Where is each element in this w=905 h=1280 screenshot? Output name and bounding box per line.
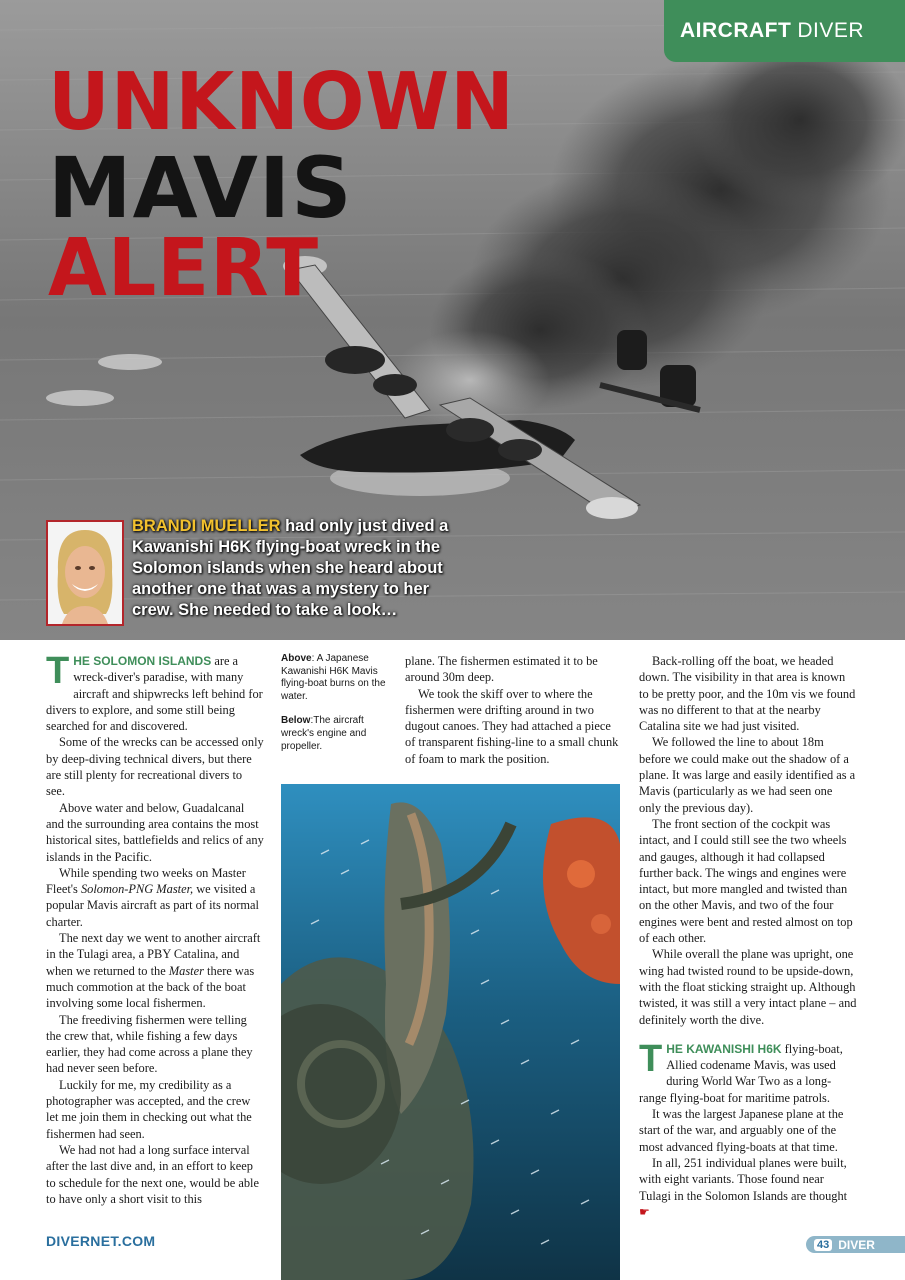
caption-below	[281, 715, 393, 753]
headline-line-3: ALERT	[48, 220, 320, 315]
body-column-1	[46, 650, 264, 1207]
lead-in: HE KAWANISHI H6K	[666, 1041, 782, 1056]
paragraph	[46, 650, 264, 734]
page-number: 43	[814, 1239, 832, 1251]
drop-cap: T	[639, 1037, 663, 1080]
paragraph: It was the largest Japanese plane at the start of the war, and arguably one of the most advanced flying-boats at that time.	[639, 1107, 844, 1154]
paragraph	[639, 1037, 857, 1106]
paragraph: plane. The fishermen estimated it to be around 30m deep.	[405, 654, 598, 685]
paragraph-text: While spending two weeks on Master Fleet's	[46, 865, 246, 897]
engine-propeller-image	[281, 784, 620, 1280]
paragraph	[639, 1155, 857, 1220]
paragraph: We followed the line to about 18m before we could make out the shadow of a plane. It was large and easily identified as a Mavis (particularly as we had seen one only the previous day).	[639, 735, 856, 815]
footer-website[interactable]: DIVERNET.COM	[46, 1233, 156, 1249]
headline-line-1: UNKNOWN	[48, 54, 515, 149]
body-column-3	[405, 653, 623, 767]
paragraph: The front section of the cockpit was intact, and I could still see the two wheels and gauges, although it had collapsed further back. The wings and engines were intact, but more mangled and twisted than on the other Mavis, and two of the four engines were bent and rested almost on top of each other.	[639, 816, 853, 946]
paragraph: Back-rolling off the boat, we headed down. The visibility in that area is known to be pretty poor, and the 10m vis we found was no different to that at the nearby Catalina site we had just visited.	[639, 654, 856, 734]
standfirst	[132, 516, 462, 621]
paragraph: Luckily for me, my credibility as a photographer was accepted, and the crew let me join them in checking out what the fishermen had seen.	[46, 1077, 252, 1141]
paragraph: We took the skiff over to where the fishermen were drifting around in two dugout canoes. They had attached a piece of transparent fishing-line to a small chunk of foam to mark the position.	[405, 686, 619, 766]
author-name: BRANDI MUELLER	[132, 517, 281, 535]
paragraph: We had not had a long surface interval after the last dive and, in an effort to keep to schedule for the next one, would be able to have only a short visit to this	[46, 1142, 259, 1206]
paragraph-text: there was much commotion at the back of the boat involving some local fishermen.	[46, 963, 255, 1011]
paragraph: Above water and below, Guadalcanal and the surrounding area contains the most historical sites, battlefields and relics of any islands in the Pacific.	[46, 800, 264, 864]
paragraph-text: flying-boat, Allied codename Mavis, was used during World War Two as a long-range flying-boat for maritime patrols.	[639, 1041, 843, 1105]
standfirst-text: had only just dived a Kawanishi H6K flying-boat wreck in the Solomon islands when she heard about another one that was a mystery to her crew. She needed to take a look…	[132, 517, 449, 619]
paragraph-text: we visited a popular Mavis aircraft as part of its normal charter.	[46, 882, 259, 929]
caption-label: Below	[281, 715, 311, 727]
paragraph: The freediving fishermen were telling the crew that, while fishing a few days earlier, they had come across a plane they had never seen before.	[46, 1012, 253, 1076]
vessel-name: Solomon-PNG Master,	[80, 882, 194, 897]
magazine-name: DIVER	[838, 1237, 875, 1252]
paragraph	[46, 930, 264, 1011]
author-portrait-image	[48, 522, 122, 624]
photo-captions	[281, 653, 393, 753]
caption-text: :The aircraft wreck's engine and propeller.	[281, 715, 367, 752]
paragraph-text: The next day we went to another aircraft in the Tulagi area, a PBY Catalina, and when we returned to the	[46, 931, 261, 978]
drop-cap: T	[46, 650, 70, 692]
body-column-4	[639, 653, 857, 1220]
paragraph-text: are a wreck-diver's paradise, with many aircraft and shipwrecks left behind for divers to explore, and some still being searched for and discovered.	[46, 654, 263, 734]
paragraph: While overall the plane was upright, one wing had twisted round to be upside-down, with the float sticking straight up. Although twisted, it was still a very intact plane – and definitely worth the dive.	[639, 947, 857, 1027]
caption-text: : A Japanese Kawanishi H6K Mavis flying-boat burns on the water.	[281, 653, 386, 702]
section-tab-light: DIVER	[797, 19, 865, 42]
section-tab-bold: AIRCRAFT	[680, 19, 792, 42]
caption-label: Above	[281, 653, 312, 664]
paragraph: Some of the wrecks can be accessed only by deep-diving technical divers, but there are still plenty for recreational divers to see.	[46, 735, 264, 799]
continued-pointer-icon: ☛	[639, 1204, 650, 1219]
vessel-name: Master	[168, 963, 204, 978]
paragraph	[46, 865, 264, 930]
headline-line-2: MAVIS	[48, 139, 353, 237]
paragraph-text: In all, 251 individual planes were built, with eight variants. Those found near Tulagi in the Solomon Islands are thought	[639, 1155, 848, 1203]
caption-above	[281, 653, 393, 703]
underwater-wreck-photo	[281, 784, 620, 1280]
section-tab	[664, 0, 905, 62]
lead-in: HE SOLOMON ISLANDS	[73, 654, 212, 668]
page-folio	[806, 1236, 905, 1253]
author-portrait	[46, 520, 124, 626]
